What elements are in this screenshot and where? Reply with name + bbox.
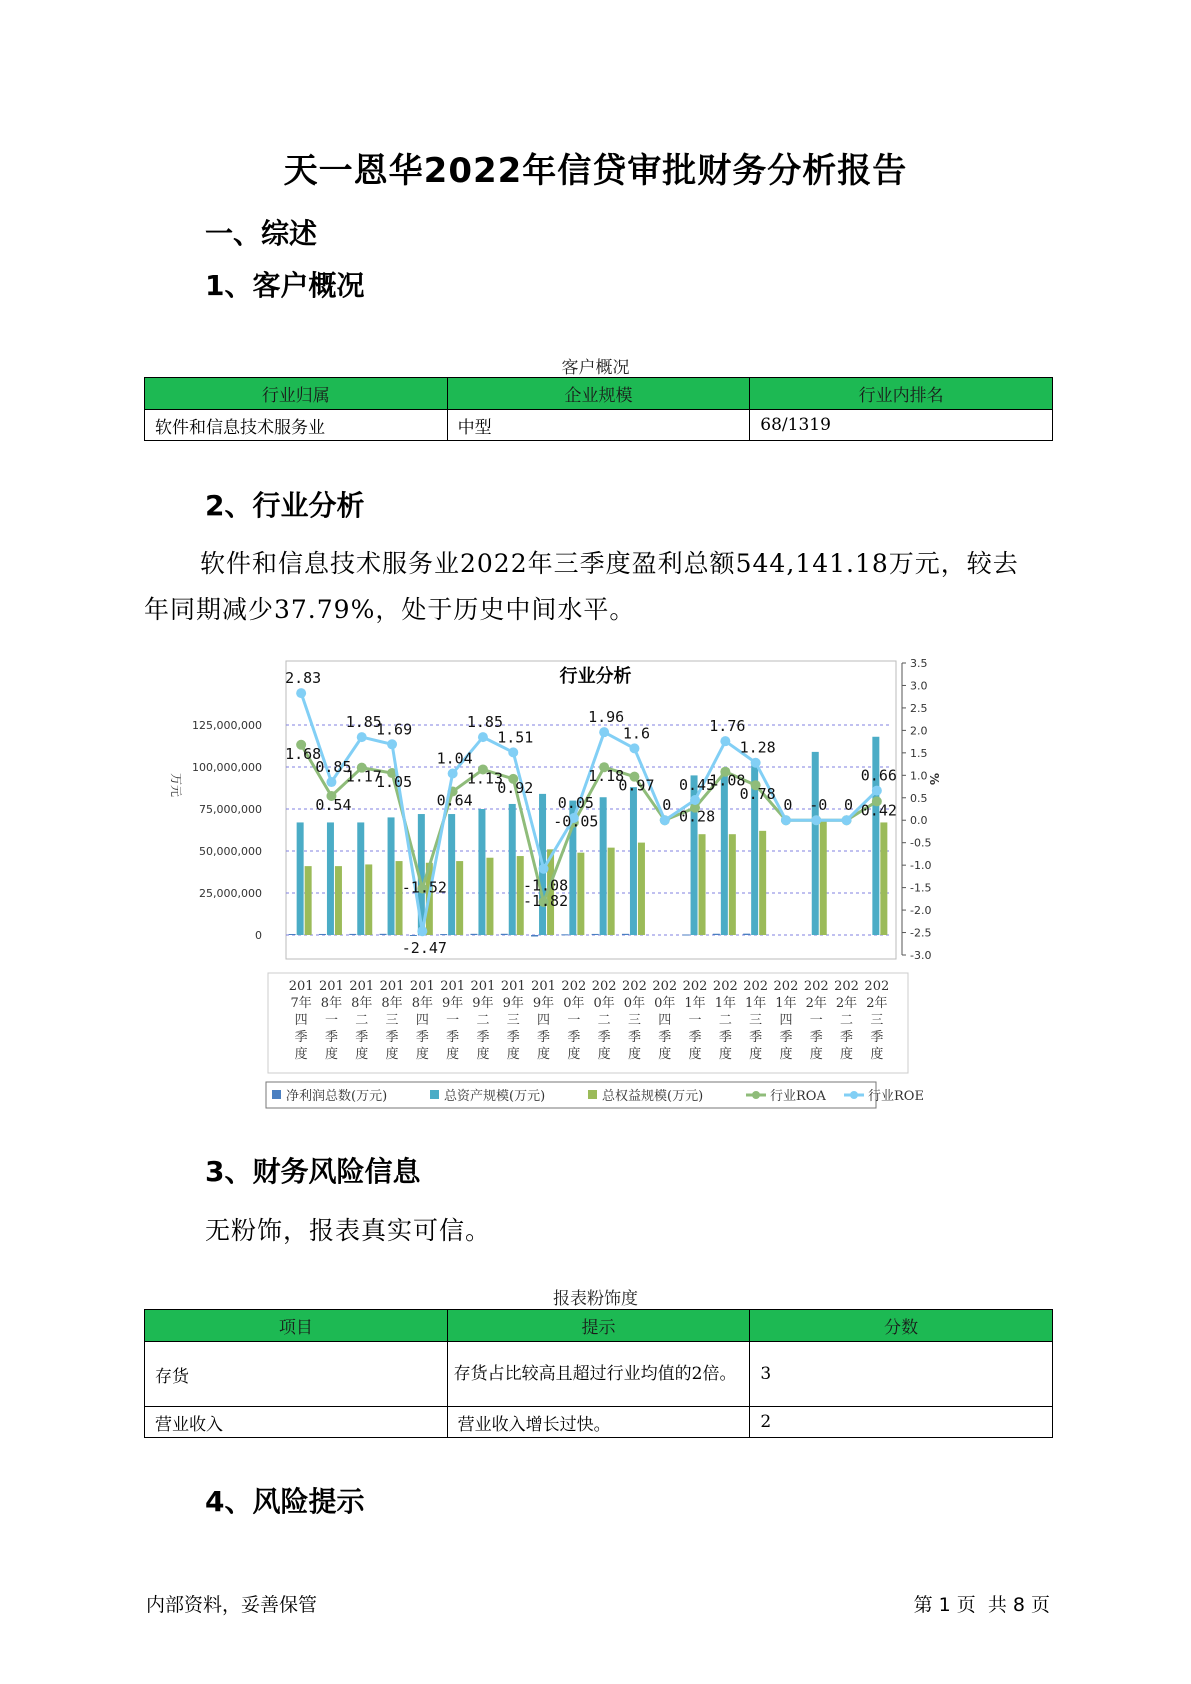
point-roe [357, 732, 367, 742]
overview-header-scale: 企业规模 [447, 378, 750, 410]
x-tick-label: 202 2年一季度 [803, 979, 829, 1062]
y2-tick-label: 1.5 [910, 746, 928, 760]
point-roe [296, 688, 306, 698]
bar-equity [880, 822, 887, 935]
overview-cell-rank: 68/1319 [750, 410, 1053, 441]
data-label-roe: 1.04 [436, 749, 473, 768]
page-title: 天一恩华2022年信贷审批财务分析报告 [283, 151, 908, 191]
x-tick-label: 201 9年四季度 [531, 979, 556, 1062]
x-tick-label: 202 2年二季度 [834, 979, 859, 1062]
bar-net-profit [470, 934, 477, 935]
x-tick-label: 202 1年一季度 [682, 979, 708, 1062]
bar-assets [478, 809, 485, 935]
point-roe [539, 864, 549, 874]
data-label-roe: 1.28 [739, 738, 776, 757]
bar-assets [509, 804, 516, 935]
section-heading-overview: 一、综述 [205, 217, 318, 250]
data-label-roa: 0.64 [436, 791, 473, 810]
bar-assets [327, 822, 334, 935]
y-axis-label: 万元 [169, 773, 183, 798]
legend-marker [850, 1091, 858, 1099]
legend-label: 总权益规模(万元) [602, 1089, 704, 1104]
point-roe [478, 732, 488, 742]
x-tick-label: 201 9年三季度 [500, 979, 526, 1062]
y-tick-label: 50,000,000 [199, 845, 262, 858]
whitewash-cell-score: 3 [750, 1342, 1053, 1407]
whitewash-table-caption: 报表粉饰度 [553, 1289, 638, 1309]
point-roe [508, 747, 518, 757]
data-label-roe: -0 [809, 796, 828, 815]
bar-equity [456, 861, 463, 935]
data-label-roe: 1.96 [588, 708, 625, 727]
point-roe [811, 815, 821, 825]
x-tick-label: 201 9年二季度 [470, 979, 496, 1062]
y2-tick-label: 3.5 [910, 657, 928, 670]
point-roe [720, 736, 730, 746]
table-row [145, 1342, 1053, 1407]
overview-cell-industry: 软件和信息技术服务业 [145, 410, 448, 441]
point-roe [660, 815, 670, 825]
bar-assets [600, 797, 607, 935]
bar-equity [365, 864, 372, 935]
x-tick-label: 201 7年四季度 [288, 979, 314, 1062]
x-tick-label: 201 9年一季度 [440, 979, 466, 1062]
data-label-roa: 0.54 [315, 795, 352, 814]
whitewash-cell-item: 营业收入 [145, 1407, 448, 1438]
point-roe [781, 815, 791, 825]
x-tick-label: 202 2年三季度 [864, 979, 890, 1062]
overview-header-industry: 行业归属 [145, 378, 448, 410]
x-tick-label: 202 0年四季度 [652, 979, 678, 1062]
y-tick-label: 0 [255, 929, 262, 942]
data-label-roe: 2.83 [285, 669, 322, 688]
bar-net-profit [713, 934, 720, 935]
point-roe [417, 926, 427, 936]
data-label-roa: 1.17 [345, 767, 382, 786]
table-row [145, 410, 1053, 441]
whitewash-header-hint: 提示 [447, 1310, 750, 1342]
whitewash-cell-item: 存货 [145, 1342, 448, 1407]
bar-assets [388, 817, 395, 935]
risk-info-text: 无粉饰，报表真实可信。 [205, 1216, 492, 1245]
section-heading-client: 1、客户概况 [205, 269, 365, 302]
whitewash-cell-score: 2 [750, 1407, 1053, 1438]
data-label-roe: 0.45 [678, 776, 716, 795]
data-label-roa: 0.28 [678, 807, 716, 826]
bar-equity [820, 819, 827, 935]
overview-header-rank: 行业内排名 [750, 378, 1053, 410]
bar-net-profit [683, 934, 690, 935]
section-heading-industry: 2、行业分析 [205, 489, 365, 522]
point-roe [387, 739, 397, 749]
y-tick-label: 125,000,000 [192, 719, 262, 732]
data-label-roa: 1.18 [588, 767, 625, 786]
legend-label: 总资产规模(万元) [444, 1089, 546, 1104]
bar-net-profit [319, 934, 326, 935]
bar-net-profit [380, 934, 387, 935]
x-tick-label: 201 8年二季度 [349, 979, 375, 1062]
table-row [145, 1407, 1053, 1438]
data-label-roa: -0.05 [553, 812, 599, 831]
data-label-roe: 1.51 [497, 728, 534, 747]
y2-tick-label: 1.0 [910, 769, 928, 783]
bar-assets [630, 787, 637, 935]
y2-tick-label: -2.5 [910, 926, 932, 940]
whitewash-cell-hint: 存货占比较高且超过行业均值的2倍。 [447, 1342, 750, 1407]
bar-net-profit [561, 934, 568, 935]
data-label-roe: 1.76 [709, 717, 746, 736]
bar-equity [577, 853, 584, 935]
data-label-roa: 1.05 [375, 773, 413, 792]
point-roe [448, 769, 458, 779]
point-roe [842, 815, 852, 825]
overview-table-caption: 客户概况 [561, 358, 630, 378]
legend-swatch [588, 1090, 597, 1099]
y2-axis-label: % [927, 773, 941, 786]
point-roe [872, 786, 882, 796]
x-tick-label: 201 8年一季度 [319, 979, 344, 1062]
data-label-roe: 1.6 [622, 724, 650, 743]
overview-cell-scale: 中型 [447, 410, 750, 441]
whitewash-cell-hint: 营业收入增长过快。 [447, 1407, 750, 1438]
bar-net-profit [501, 934, 508, 935]
legend-label: 行业ROA [770, 1089, 826, 1104]
bar-equity [729, 834, 736, 935]
x-tick-label: 201 8年三季度 [379, 979, 405, 1062]
x-tick-label: 202 0年三季度 [622, 979, 647, 1062]
data-label-roa: 1.08 [709, 771, 746, 790]
bar-assets [297, 822, 304, 935]
y2-tick-label: 2.5 [910, 701, 928, 715]
data-label-roe: 0 [783, 796, 793, 815]
data-label-roa: 0.78 [739, 785, 776, 804]
y2-tick-label: 2.0 [910, 724, 928, 738]
point-roe [751, 758, 761, 768]
y-tick-label: 25,000,000 [199, 887, 262, 900]
data-label-roa: 0.42 [860, 801, 897, 820]
y2-tick-label: -3.0 [910, 949, 932, 962]
industry-chart [169, 655, 956, 1115]
data-label-roe: -2.47 [401, 939, 447, 958]
bar-assets [448, 814, 455, 935]
y2-tick-label: -2.0 [910, 904, 932, 918]
data-label-roa: -1.52 [401, 878, 447, 897]
legend-marker [752, 1091, 760, 1099]
bar-net-profit [531, 935, 538, 937]
bar-equity [759, 831, 766, 935]
footer-page-number: 第 1 页 共 8 页 [913, 1594, 1050, 1616]
x-tick-label: 202 1年四季度 [773, 979, 799, 1062]
data-label-roe: 0.05 [557, 793, 594, 812]
y2-tick-label: -1.5 [910, 881, 932, 895]
x-tick-label: 202 0年一季度 [561, 979, 587, 1062]
section-heading-risk-tips: 4、风险提示 [205, 1485, 365, 1518]
legend-swatch [272, 1090, 281, 1099]
footer-confidential: 内部资料，妥善保管 [146, 1594, 318, 1616]
bar-net-profit [440, 934, 447, 935]
data-label-roa: 1.68 [285, 744, 322, 763]
industry-paragraph: 软件和信息技术服务业2022年三季度盈利总额544,141.18万元，较去年同期减少37.79%，处于历史中间水平。 [144, 549, 1019, 624]
data-label-roe: 0.85 [315, 758, 352, 777]
bar-equity [608, 848, 615, 935]
data-label-roe: 1.85 [345, 713, 382, 732]
legend-swatch [430, 1090, 439, 1099]
bar-equity [305, 866, 312, 935]
bar-net-profit [743, 934, 750, 935]
data-label-roa: -1.82 [522, 891, 569, 910]
point-roe [690, 795, 700, 805]
y2-tick-label: 3.0 [910, 679, 928, 693]
bar-equity [396, 861, 403, 935]
bar-equity [335, 866, 342, 935]
chart-title: 行业分析 [559, 666, 632, 687]
point-roe [326, 777, 336, 787]
bar-net-profit [289, 934, 296, 935]
y2-tick-label: 0.5 [910, 791, 928, 805]
bar-assets [721, 770, 728, 935]
y2-tick-label: -1.0 [910, 859, 932, 873]
bar-equity [638, 843, 645, 935]
whitewash-table [144, 1309, 1053, 1438]
data-label-roe: 1.69 [375, 720, 413, 739]
y-tick-label: 100,000,000 [192, 761, 262, 774]
x-tick-label: 202 0年二季度 [591, 979, 617, 1062]
data-label-roe: -1.08 [522, 876, 569, 895]
x-tick-label: 202 1年二季度 [712, 979, 738, 1062]
whitewash-header-score: 分数 [750, 1310, 1053, 1342]
bar-net-profit [592, 934, 599, 935]
y2-tick-label: 0.0 [910, 814, 928, 828]
x-tick-label: 201 8年四季度 [409, 979, 435, 1062]
bar-assets [812, 752, 819, 935]
bar-assets [357, 822, 364, 935]
point-roe [629, 743, 639, 753]
bar-net-profit [349, 934, 356, 935]
data-label-roa: 0.92 [497, 778, 534, 797]
data-label-roe: 0 [662, 796, 672, 815]
legend-label: 行业ROE [868, 1089, 924, 1104]
section-heading-risk-info: 3、财务风险信息 [205, 1155, 421, 1188]
data-label-roa: 1.13 [466, 769, 504, 788]
data-label-roe: 0.66 [860, 766, 897, 785]
whitewash-header-item: 项目 [145, 1310, 448, 1342]
y-tick-label: 75,000,000 [199, 803, 262, 816]
bar-equity [486, 858, 493, 935]
data-label-roa: 0.97 [618, 776, 655, 795]
bar-net-profit [410, 935, 417, 936]
overview-table [144, 377, 1053, 441]
x-tick-label: 202 1年三季度 [743, 979, 769, 1062]
data-label-roe: 1.85 [466, 713, 504, 732]
bar-net-profit [622, 934, 629, 935]
data-label-roe: 0 [844, 796, 854, 815]
legend-label: 净利润总数(万元) [286, 1089, 388, 1104]
point-roe [599, 727, 609, 737]
y2-tick-label: -0.5 [910, 836, 932, 850]
bar-equity [699, 834, 706, 935]
